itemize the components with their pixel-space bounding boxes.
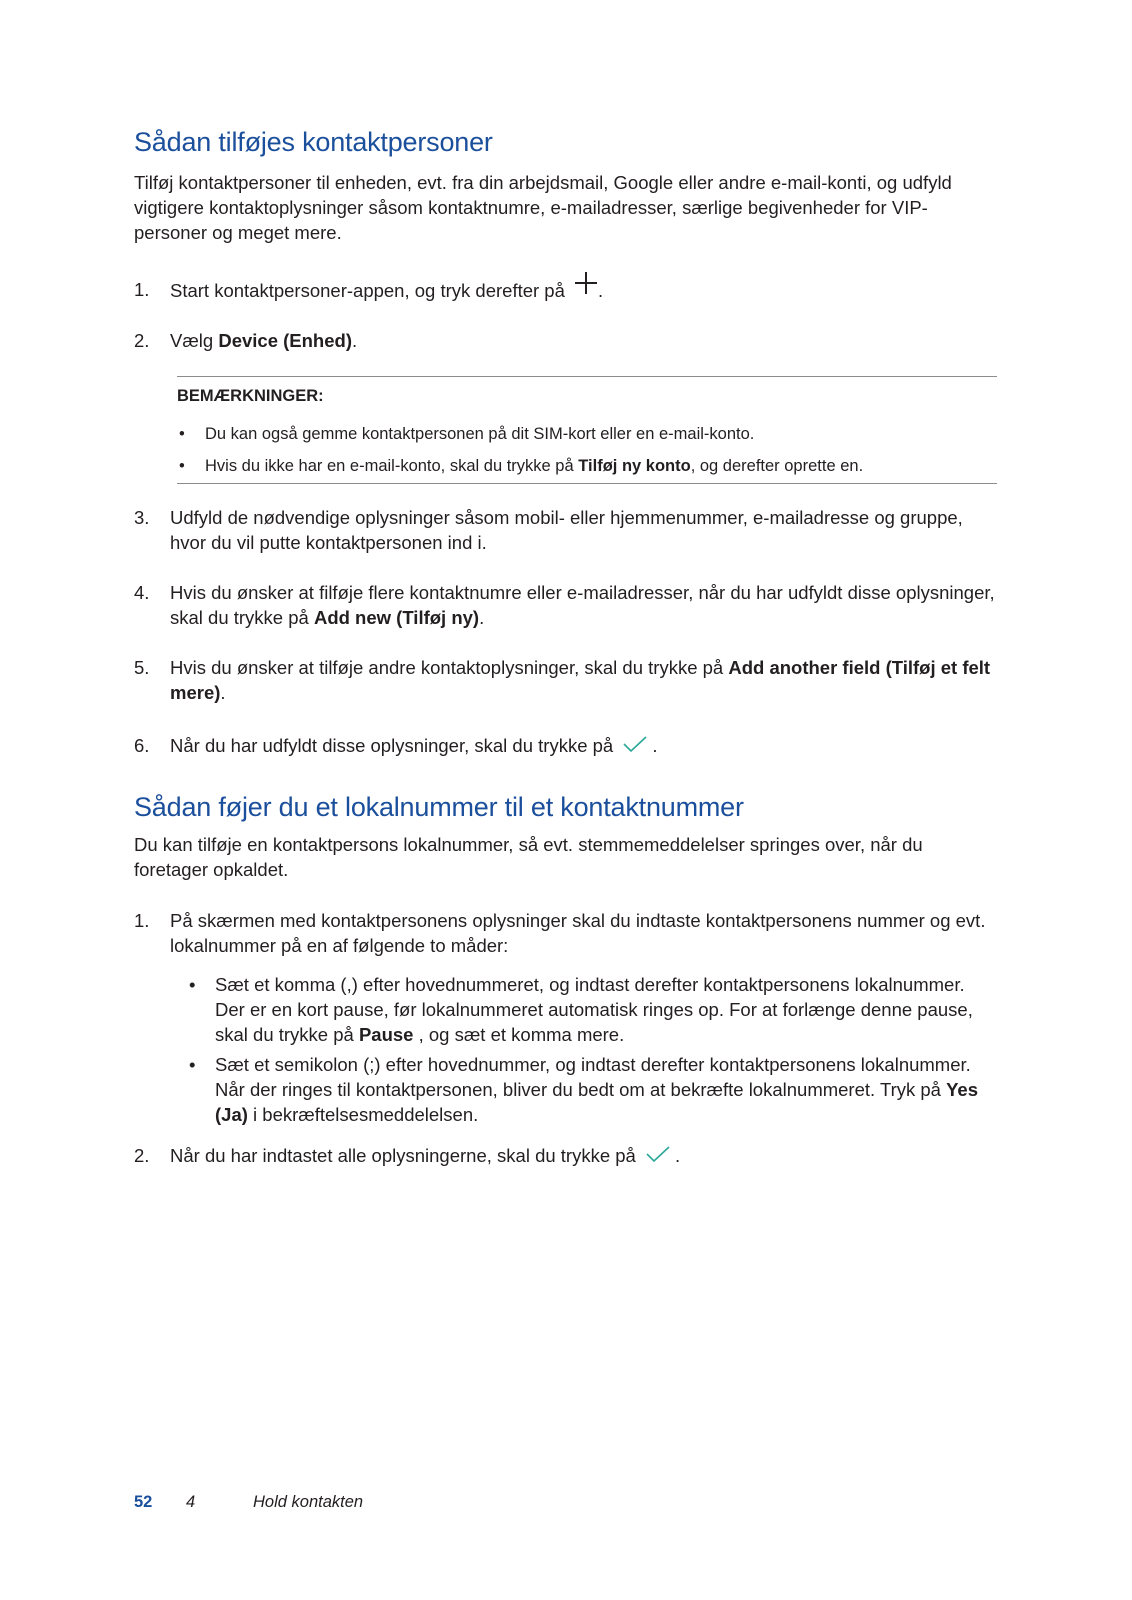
note-text-end: , og derefter oprette en. (690, 457, 864, 475)
step-text: På skærmen med kontaktpersonens oplysninger skal du indtaste kontaktpersonens nummer og evt. lokalnummer på en af følgende to måder: (170, 910, 986, 956)
bullet-text-end: i bekræftelsesmeddelelsen. (247, 1104, 479, 1125)
pause-label: Pause (358, 1024, 414, 1045)
bullet: • (189, 974, 196, 995)
add-another-field-label: Add another field (Tilføj et felt mere) (170, 657, 991, 703)
bullet: • (189, 1054, 196, 1075)
step-end: . (479, 607, 485, 628)
section-title-extension-number: Sådan føjer du et lokalnummer til et kontaktnummer (134, 792, 744, 822)
step-number: 1. (134, 279, 150, 300)
step-text: Start kontaktpersoner-appen, og tryk derefter på (170, 279, 565, 301)
step-number: 3. (134, 507, 150, 528)
step-end: . (652, 735, 658, 756)
step-number: 1. (134, 910, 150, 931)
section-title-add-contacts: Sådan tilføjes kontaktpersoner (134, 127, 493, 157)
step-number: 2. (134, 1145, 150, 1166)
step-number: 4. (134, 582, 150, 603)
step-text: Vælg (170, 330, 219, 351)
plus-icon (574, 277, 598, 307)
step-text: Når du har indtastet alle oplysningerne, skal du trykke på (170, 1145, 636, 1166)
bullet-text: Sæt et semikolon (;) efter hovednummer, og indtast derefter kontaktpersonens lokalnummer. Når der ringes til kontaktpersonen, bliver du bedt om at bekræfte lokalnummeret. Tryk på (215, 1054, 971, 1100)
bullet: • (179, 425, 185, 443)
device-option-label: Device (Enhed) (218, 330, 352, 351)
step-number: 6. (134, 735, 150, 756)
chapter-number: 4 (186, 1493, 196, 1511)
notes-box (177, 376, 997, 484)
add-account-label: Tilføj ny konto (578, 457, 691, 475)
checkmark-icon (622, 734, 648, 760)
page-number: 52 (134, 1493, 153, 1511)
chapter-name: Hold kontakten (253, 1493, 364, 1511)
bullet: • (179, 457, 185, 475)
bullet-text: Sæt et komma (,) efter hovednummeret, og indtast derefter kontaktpersonens lokalnummer. Der er en kort pause, før lokalnummeret automatisk ringes op. For at forlænge denne pause, skal du trykke på (215, 974, 973, 1045)
step-end: . (598, 279, 604, 301)
bullet-text-end: , og sæt et komma mere. (413, 1024, 625, 1045)
step-number: 5. (134, 657, 150, 678)
add-new-label: Add new (Tilføj ny) (313, 607, 480, 628)
note-text: Hvis du ikke har en e-mail-konto, skal du trykke på (205, 457, 579, 475)
step-end: . (674, 1145, 681, 1166)
step-text: Når du har udfyldt disse oplysninger, skal du trykke på (170, 735, 614, 756)
step-text: Hvis du ønsker at tilføje andre kontaktoplysninger, skal du trykke på (170, 657, 729, 678)
note-text: Du kan også gemme kontaktpersonen på dit SIM-kort eller en e-mail-konto. (205, 425, 755, 443)
step-number: 2. (134, 330, 150, 351)
step-end: . (351, 330, 358, 351)
yes-label: Yes (Ja) (215, 1079, 978, 1125)
checkmark-icon (645, 1144, 671, 1170)
step-end: . (220, 682, 226, 703)
notes-title: BEMÆRKNINGER: (177, 387, 324, 405)
intro-paragraph: Tilføj kontaktpersoner til enheden, evt. fra din arbejdsmail, Google eller andre e-mail-konti, og udfyld vigtigere kontaktoplysninger såsom kontaktnumre, e-mailadresser, særlige begivenheder for VIP-personer og meget mere. (134, 172, 952, 243)
step-text: Udfyld de nødvendige oplysninger såsom mobil- eller hjemmenummer, e-mailadresse og gruppe, hvor du vil putte kontaktpersonen ind i. (170, 507, 963, 553)
intro-paragraph: Du kan tilføje en kontaktpersons lokalnummer, så evt. stemmemeddelelser springes over, når du foretager opkaldet. (134, 834, 923, 880)
step-text: Hvis du ønsker at filføje flere kontaktnumre eller e-mailadresser, når du har udfyldt disse oplysninger, skal du trykke på (170, 582, 995, 628)
